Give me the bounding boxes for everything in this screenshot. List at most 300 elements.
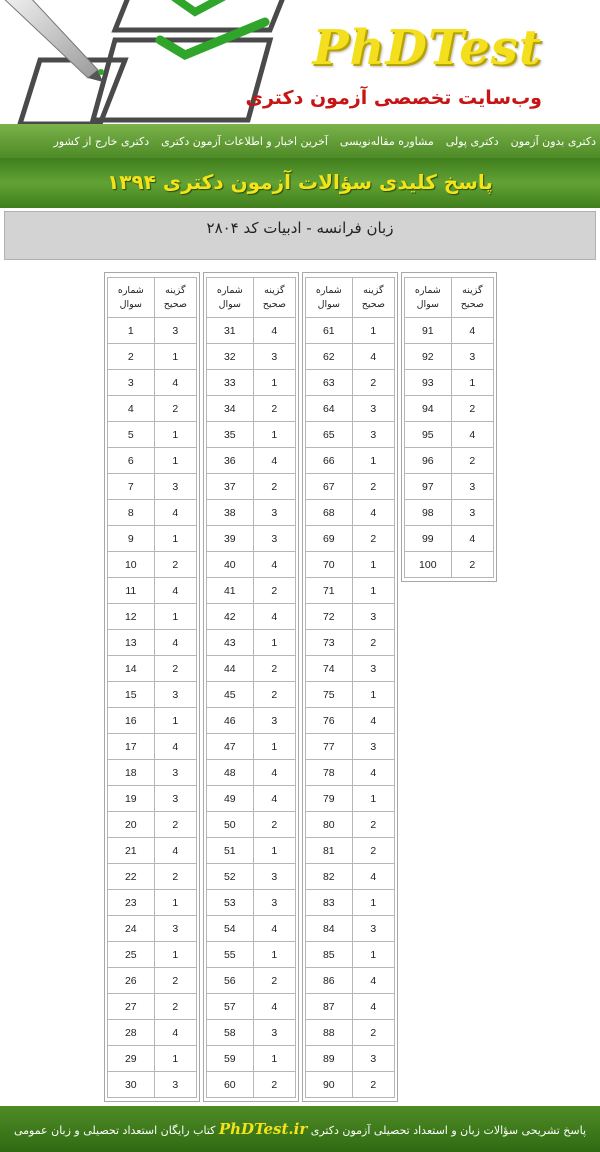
table-header-row	[108, 278, 197, 318]
correct-answer-cell: 1	[352, 942, 394, 968]
table-row	[306, 604, 395, 630]
correct-answer-cell: 4	[154, 500, 196, 526]
correct-answer-cell: 4	[253, 916, 295, 942]
question-number-cell: 66	[306, 448, 353, 474]
table-row	[405, 500, 494, 526]
question-number-cell: 1	[108, 318, 155, 344]
correct-answer-cell: 3	[352, 734, 394, 760]
footer-text-left: کتاب رایگان استعداد تحصیلی و زبان عمومی	[13, 1124, 216, 1137]
table-row	[108, 370, 197, 396]
question-number-cell: 26	[108, 968, 155, 994]
correct-answer-cell: 2	[154, 812, 196, 838]
correct-answer-cell: 3	[352, 396, 394, 422]
table-row	[306, 994, 395, 1020]
correct-answer-cell: 1	[154, 526, 196, 552]
correct-answer-cell: 2	[253, 1072, 295, 1098]
table-row	[306, 760, 395, 786]
table-row	[306, 500, 395, 526]
correct-answer-cell: 4	[253, 448, 295, 474]
question-number-cell: 14	[108, 656, 155, 682]
table-row	[306, 578, 395, 604]
question-number-cell: 37	[207, 474, 254, 500]
footer-banner[interactable]	[0, 1106, 600, 1152]
question-number-cell: 85	[306, 942, 353, 968]
table-row	[207, 604, 296, 630]
table-row	[405, 396, 494, 422]
table-row	[306, 344, 395, 370]
question-number-cell: 49	[207, 786, 254, 812]
correct-answer-cell: 1	[352, 890, 394, 916]
table-row	[108, 474, 197, 500]
answer-tables	[0, 272, 600, 1092]
question-number-cell: 91	[405, 318, 452, 344]
question-number-cell: 57	[207, 994, 254, 1020]
table-row	[207, 1020, 296, 1046]
table-row	[306, 1046, 395, 1072]
answer-table-61-90	[302, 272, 398, 1102]
correct-answer-cell: 4	[154, 734, 196, 760]
question-number-cell: 98	[405, 500, 452, 526]
question-number-cell: 34	[207, 396, 254, 422]
header-correct-answer: گزینه صحیح	[352, 278, 394, 318]
table-row	[108, 604, 197, 630]
question-number-cell: 71	[306, 578, 353, 604]
correct-answer-cell: 4	[451, 318, 493, 344]
correct-answer-cell: 2	[253, 474, 295, 500]
table-row	[108, 864, 197, 890]
question-number-cell: 92	[405, 344, 452, 370]
table-row	[108, 812, 197, 838]
correct-answer-cell: 4	[451, 526, 493, 552]
question-number-cell: 69	[306, 526, 353, 552]
question-number-cell: 28	[108, 1020, 155, 1046]
table-row	[108, 760, 197, 786]
correct-answer-cell: 2	[154, 864, 196, 890]
subtitle-box	[4, 211, 596, 260]
correct-answer-cell: 2	[352, 474, 394, 500]
table-row	[207, 760, 296, 786]
correct-answer-cell: 3	[253, 890, 295, 916]
nav-item-latest-news[interactable]: آخرین اخبار و اطلاعات آزمون دکتری	[161, 134, 328, 148]
correct-answer-cell: 3	[253, 500, 295, 526]
question-number-cell: 95	[405, 422, 452, 448]
correct-answer-cell: 2	[253, 968, 295, 994]
question-number-cell: 55	[207, 942, 254, 968]
nav-item-phd-abroad[interactable]: دکتری خارج از کشور	[53, 134, 150, 148]
table-row	[207, 708, 296, 734]
correct-answer-cell: 3	[352, 656, 394, 682]
table-header-row	[405, 278, 494, 318]
table-row	[207, 630, 296, 656]
question-number-cell: 45	[207, 682, 254, 708]
nav-item-article-consulting[interactable]: مشاوره مقاله‌نویسی	[339, 134, 434, 148]
table-row	[306, 916, 395, 942]
question-number-cell: 83	[306, 890, 353, 916]
table-row	[207, 578, 296, 604]
table-row	[207, 500, 296, 526]
table-row	[306, 812, 395, 838]
table-row	[306, 682, 395, 708]
correct-answer-cell: 2	[451, 396, 493, 422]
correct-answer-cell: 2	[352, 838, 394, 864]
pen	[0, 0, 98, 78]
question-number-cell: 88	[306, 1020, 353, 1046]
answer-table-grid	[107, 277, 197, 1098]
correct-answer-cell: 3	[451, 474, 493, 500]
question-number-cell: 5	[108, 422, 155, 448]
table-row	[306, 370, 395, 396]
table-row	[207, 864, 296, 890]
table-row	[306, 708, 395, 734]
correct-answer-cell: 4	[253, 318, 295, 344]
question-number-cell: 65	[306, 422, 353, 448]
site-logo[interactable]: PhDTest	[312, 20, 542, 76]
correct-answer-cell: 3	[253, 708, 295, 734]
correct-answer-cell: 1	[154, 1046, 196, 1072]
question-number-cell: 56	[207, 968, 254, 994]
correct-answer-cell: 4	[154, 578, 196, 604]
correct-answer-cell: 4	[253, 786, 295, 812]
question-number-cell: 54	[207, 916, 254, 942]
correct-answer-cell: 2	[154, 994, 196, 1020]
correct-answer-cell: 4	[253, 552, 295, 578]
correct-answer-cell: 1	[253, 942, 295, 968]
table-row	[108, 448, 197, 474]
table-row	[306, 890, 395, 916]
table-row	[108, 942, 197, 968]
correct-answer-cell: 4	[451, 422, 493, 448]
correct-answer-cell: 2	[253, 812, 295, 838]
question-number-cell: 86	[306, 968, 353, 994]
table-row	[207, 370, 296, 396]
question-number-cell: 100	[405, 552, 452, 578]
question-number-cell: 63	[306, 370, 353, 396]
table-row	[306, 448, 395, 474]
table-header-row	[207, 278, 296, 318]
answer-table-1-30	[104, 272, 200, 1102]
question-number-cell: 15	[108, 682, 155, 708]
correct-answer-cell: 4	[154, 630, 196, 656]
table-row	[207, 318, 296, 344]
exam-subtitle: زبان فرانسه - ادبیات کد ۲۸۰۴	[206, 219, 394, 237]
question-number-cell: 77	[306, 734, 353, 760]
question-number-cell: 10	[108, 552, 155, 578]
question-number-cell: 89	[306, 1046, 353, 1072]
table-row	[108, 1046, 197, 1072]
question-number-cell: 51	[207, 838, 254, 864]
table-row	[207, 786, 296, 812]
table-row	[405, 422, 494, 448]
correct-answer-cell: 1	[154, 708, 196, 734]
table-row	[306, 656, 395, 682]
table-header-row	[306, 278, 395, 318]
table-row	[306, 396, 395, 422]
table-row	[405, 448, 494, 474]
correct-answer-cell: 4	[352, 968, 394, 994]
table-row	[108, 422, 197, 448]
question-number-cell: 25	[108, 942, 155, 968]
table-row	[108, 1020, 197, 1046]
correct-answer-cell: 1	[154, 448, 196, 474]
correct-answer-cell: 1	[352, 448, 394, 474]
question-number-cell: 99	[405, 526, 452, 552]
correct-answer-cell: 2	[253, 396, 295, 422]
question-number-cell: 17	[108, 734, 155, 760]
correct-answer-cell: 4	[154, 370, 196, 396]
question-number-cell: 22	[108, 864, 155, 890]
correct-answer-cell: 3	[352, 916, 394, 942]
table-row	[108, 890, 197, 916]
table-row	[108, 916, 197, 942]
correct-answer-cell: 3	[154, 318, 196, 344]
correct-answer-cell: 1	[253, 734, 295, 760]
table-row	[306, 474, 395, 500]
table-row	[207, 474, 296, 500]
question-number-cell: 47	[207, 734, 254, 760]
table-row	[405, 474, 494, 500]
question-number-cell: 75	[306, 682, 353, 708]
question-number-cell: 94	[405, 396, 452, 422]
question-number-cell: 7	[108, 474, 155, 500]
question-number-cell: 38	[207, 500, 254, 526]
correct-answer-cell: 1	[352, 318, 394, 344]
correct-answer-cell: 2	[154, 552, 196, 578]
correct-answer-cell: 3	[352, 604, 394, 630]
table-row	[207, 968, 296, 994]
table-row	[108, 708, 197, 734]
correct-answer-cell: 3	[154, 916, 196, 942]
header-question-number: شماره سوال	[405, 278, 452, 318]
table-row	[108, 682, 197, 708]
question-number-cell: 43	[207, 630, 254, 656]
answer-table-31-60	[203, 272, 299, 1102]
table-row	[405, 552, 494, 578]
footer-text-right: پاسخ تشریحی سؤالات زبان و استعداد تحصیلی آزمون دکتری	[310, 1124, 587, 1137]
table-row	[306, 526, 395, 552]
table-row	[207, 552, 296, 578]
table-row	[207, 1072, 296, 1098]
question-number-cell: 60	[207, 1072, 254, 1098]
correct-answer-cell: 3	[352, 422, 394, 448]
correct-answer-cell: 3	[253, 526, 295, 552]
question-number-cell: 23	[108, 890, 155, 916]
question-number-cell: 35	[207, 422, 254, 448]
header-correct-answer: گزینه صحیح	[253, 278, 295, 318]
table-row	[207, 1046, 296, 1072]
correct-answer-cell: 2	[352, 1072, 394, 1098]
question-number-cell: 90	[306, 1072, 353, 1098]
nav-item-paid-phd[interactable]: دکتری پولی	[445, 134, 499, 148]
table-row	[207, 344, 296, 370]
correct-answer-cell: 2	[352, 526, 394, 552]
table-row	[405, 526, 494, 552]
correct-answer-cell: 3	[154, 760, 196, 786]
question-number-cell: 42	[207, 604, 254, 630]
table-row	[207, 422, 296, 448]
table-row	[108, 396, 197, 422]
question-number-cell: 9	[108, 526, 155, 552]
correct-answer-cell: 3	[451, 344, 493, 370]
correct-answer-cell: 2	[154, 396, 196, 422]
main-nav	[0, 124, 600, 158]
question-number-cell: 36	[207, 448, 254, 474]
correct-answer-cell: 4	[154, 838, 196, 864]
header-question-number: شماره سوال	[207, 278, 254, 318]
question-number-cell: 46	[207, 708, 254, 734]
title-band	[0, 158, 600, 208]
correct-answer-cell: 2	[154, 968, 196, 994]
correct-answer-cell: 1	[451, 370, 493, 396]
table-row	[306, 630, 395, 656]
question-number-cell: 70	[306, 552, 353, 578]
question-number-cell: 61	[306, 318, 353, 344]
header-correct-answer: گزینه صحیح	[451, 278, 493, 318]
table-row	[207, 942, 296, 968]
correct-answer-cell: 1	[253, 838, 295, 864]
question-number-cell: 84	[306, 916, 353, 942]
table-row	[306, 968, 395, 994]
table-row	[207, 838, 296, 864]
question-number-cell: 12	[108, 604, 155, 630]
table-row	[306, 318, 395, 344]
correct-answer-cell: 2	[352, 1020, 394, 1046]
table-row	[405, 370, 494, 396]
question-number-cell: 81	[306, 838, 353, 864]
table-row	[108, 1072, 197, 1098]
correct-answer-cell: 1	[154, 344, 196, 370]
correct-answer-cell: 4	[253, 994, 295, 1020]
table-row	[306, 422, 395, 448]
correct-answer-cell: 2	[154, 656, 196, 682]
question-number-cell: 19	[108, 786, 155, 812]
correct-answer-cell: 4	[352, 864, 394, 890]
question-number-cell: 52	[207, 864, 254, 890]
question-number-cell: 62	[306, 344, 353, 370]
nav-item-no-exam-phd[interactable]: دکتری بدون آزمون	[510, 134, 596, 148]
table-row	[207, 682, 296, 708]
question-number-cell: 32	[207, 344, 254, 370]
question-number-cell: 8	[108, 500, 155, 526]
question-number-cell: 27	[108, 994, 155, 1020]
correct-answer-cell: 1	[253, 1046, 295, 1072]
correct-answer-cell: 3	[154, 474, 196, 500]
footer-text	[0, 1120, 600, 1138]
table-row	[306, 1020, 395, 1046]
question-number-cell: 31	[207, 318, 254, 344]
answer-table-grid	[206, 277, 296, 1098]
question-number-cell: 58	[207, 1020, 254, 1046]
site-tagline: وب‌سایت تخصصی آزمون دکتری	[245, 87, 542, 109]
correct-answer-cell: 3	[154, 682, 196, 708]
correct-answer-cell: 3	[253, 864, 295, 890]
table-row	[108, 734, 197, 760]
table-row	[405, 318, 494, 344]
correct-answer-cell: 3	[154, 1072, 196, 1098]
question-number-cell: 6	[108, 448, 155, 474]
question-number-cell: 78	[306, 760, 353, 786]
question-number-cell: 4	[108, 396, 155, 422]
question-number-cell: 73	[306, 630, 353, 656]
table-row	[108, 656, 197, 682]
table-row	[306, 838, 395, 864]
question-number-cell: 74	[306, 656, 353, 682]
table-row	[306, 734, 395, 760]
correct-answer-cell: 1	[253, 370, 295, 396]
header-correct-answer: گزینه صحیح	[154, 278, 196, 318]
question-number-cell: 21	[108, 838, 155, 864]
correct-answer-cell: 4	[352, 500, 394, 526]
correct-answer-cell: 2	[352, 630, 394, 656]
table-row	[306, 552, 395, 578]
question-number-cell: 33	[207, 370, 254, 396]
correct-answer-cell: 3	[352, 1046, 394, 1072]
question-number-cell: 3	[108, 370, 155, 396]
page-title: پاسخ کلیدی سؤالات آزمون دکتری ۱۳۹۴	[107, 170, 493, 194]
correct-answer-cell: 1	[253, 630, 295, 656]
table-row	[108, 968, 197, 994]
answer-table-91-100	[401, 272, 497, 582]
table-row	[207, 396, 296, 422]
table-row	[108, 994, 197, 1020]
correct-answer-cell: 2	[253, 656, 295, 682]
site-header	[0, 0, 600, 124]
question-number-cell: 2	[108, 344, 155, 370]
table-row	[405, 344, 494, 370]
header-question-number: شماره سوال	[306, 278, 353, 318]
correct-answer-cell: 1	[154, 942, 196, 968]
question-number-cell: 39	[207, 526, 254, 552]
table-row	[306, 942, 395, 968]
correct-answer-cell: 1	[352, 578, 394, 604]
correct-answer-cell: 1	[352, 682, 394, 708]
question-number-cell: 50	[207, 812, 254, 838]
table-row	[108, 500, 197, 526]
correct-answer-cell: 3	[253, 344, 295, 370]
table-row	[207, 890, 296, 916]
table-row	[207, 526, 296, 552]
question-number-cell: 82	[306, 864, 353, 890]
question-number-cell: 13	[108, 630, 155, 656]
table-row	[306, 786, 395, 812]
correct-answer-cell: 2	[352, 812, 394, 838]
correct-answer-cell: 3	[253, 1020, 295, 1046]
question-number-cell: 80	[306, 812, 353, 838]
question-number-cell: 20	[108, 812, 155, 838]
question-number-cell: 93	[405, 370, 452, 396]
footer-brand[interactable]: PhDTest.ir	[218, 1120, 308, 1138]
question-number-cell: 11	[108, 578, 155, 604]
correct-answer-cell: 3	[154, 786, 196, 812]
correct-answer-cell: 1	[253, 422, 295, 448]
correct-answer-cell: 2	[451, 448, 493, 474]
table-row	[207, 812, 296, 838]
question-number-cell: 18	[108, 760, 155, 786]
table-row	[207, 916, 296, 942]
correct-answer-cell: 2	[451, 552, 493, 578]
question-number-cell: 40	[207, 552, 254, 578]
question-number-cell: 59	[207, 1046, 254, 1072]
correct-answer-cell: 4	[352, 344, 394, 370]
correct-answer-cell: 1	[352, 552, 394, 578]
question-number-cell: 79	[306, 786, 353, 812]
table-row	[108, 318, 197, 344]
correct-answer-cell: 2	[253, 578, 295, 604]
question-number-cell: 72	[306, 604, 353, 630]
correct-answer-cell: 4	[154, 1020, 196, 1046]
table-row	[108, 630, 197, 656]
table-row	[207, 656, 296, 682]
correct-answer-cell: 4	[253, 604, 295, 630]
